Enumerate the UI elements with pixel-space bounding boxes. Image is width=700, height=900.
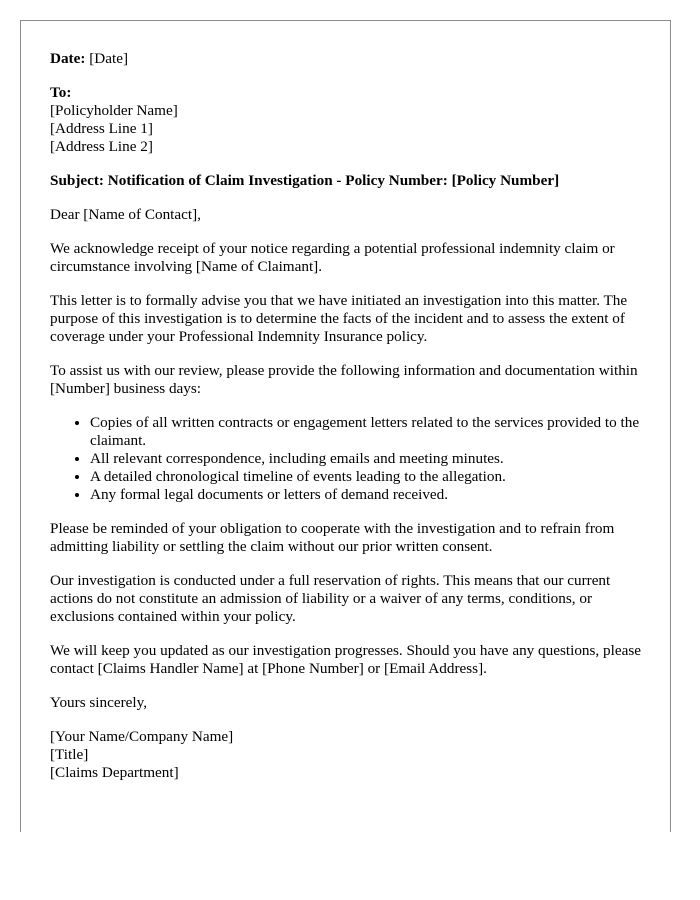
requested-items-list xyxy=(50,414,649,504)
paragraph-obligation: Please be reminded of your obligation to cooperate with the investigation and to refrain from admitting liability or settling the claim without our prior written consent. xyxy=(50,520,615,555)
paragraph-contact: We will keep you updated as our investigation progresses. Should you have any questions, please contact [Claims Handler Name] at [Phone Number] or [Email Address]. xyxy=(50,642,641,677)
signature-title: [Title] xyxy=(50,746,89,763)
to-label: To: xyxy=(50,84,72,101)
recipient-name: [Policyholder Name] xyxy=(50,102,178,119)
paragraph-request: To assist us with our review, please provide the following information and documentation within [Number] business days: xyxy=(50,362,638,397)
letter-page xyxy=(20,20,671,832)
list-item: • Any formal legal documents or letters of demand received. xyxy=(90,486,649,504)
signature-name: [Your Name/Company Name] xyxy=(50,728,234,745)
date-value: [Date] xyxy=(89,50,129,67)
recipient-address-line-2: [Address Line 2] xyxy=(50,138,153,155)
date-label: Date: xyxy=(50,50,86,67)
paragraph-reservation-of-rights: Our investigation is conducted under a full reservation of rights. This means that our current actions do not constitute an admission of liability or a waiver of any terms, conditions, or exclusions contained within your policy. xyxy=(50,572,611,625)
list-item: • All relevant correspondence, including emails and meeting minutes. xyxy=(90,450,649,468)
list-item: • Copies of all written contracts or engagement letters related to the services provided to the claimant. xyxy=(90,414,649,450)
signature-department: [Claims Department] xyxy=(50,764,179,781)
signature-block xyxy=(50,728,649,782)
salutation: Dear [Name of Contact], xyxy=(50,206,201,223)
paragraph-acknowledgement: We acknowledge receipt of your notice regarding a potential professional indemnity claim or circumstance involving [Name of Claimant]. xyxy=(50,240,615,275)
recipient-block xyxy=(50,84,649,156)
list-item: • A detailed chronological timeline of events leading to the allegation. xyxy=(90,468,649,486)
date-line xyxy=(50,50,649,68)
paragraph-investigation: This letter is to formally advise you that we have initiated an investigation into this matter. The purpose of this investigation is to determine the facts of the incident and to assess the extent of coverage under your Professional Indemnity Insurance policy. xyxy=(50,292,628,345)
subject-line: Subject: Notification of Claim Investigation - Policy Number: [Policy Number] xyxy=(50,172,560,189)
recipient-address-line-1: [Address Line 1] xyxy=(50,120,153,137)
sign-off: Yours sincerely, xyxy=(50,694,148,711)
